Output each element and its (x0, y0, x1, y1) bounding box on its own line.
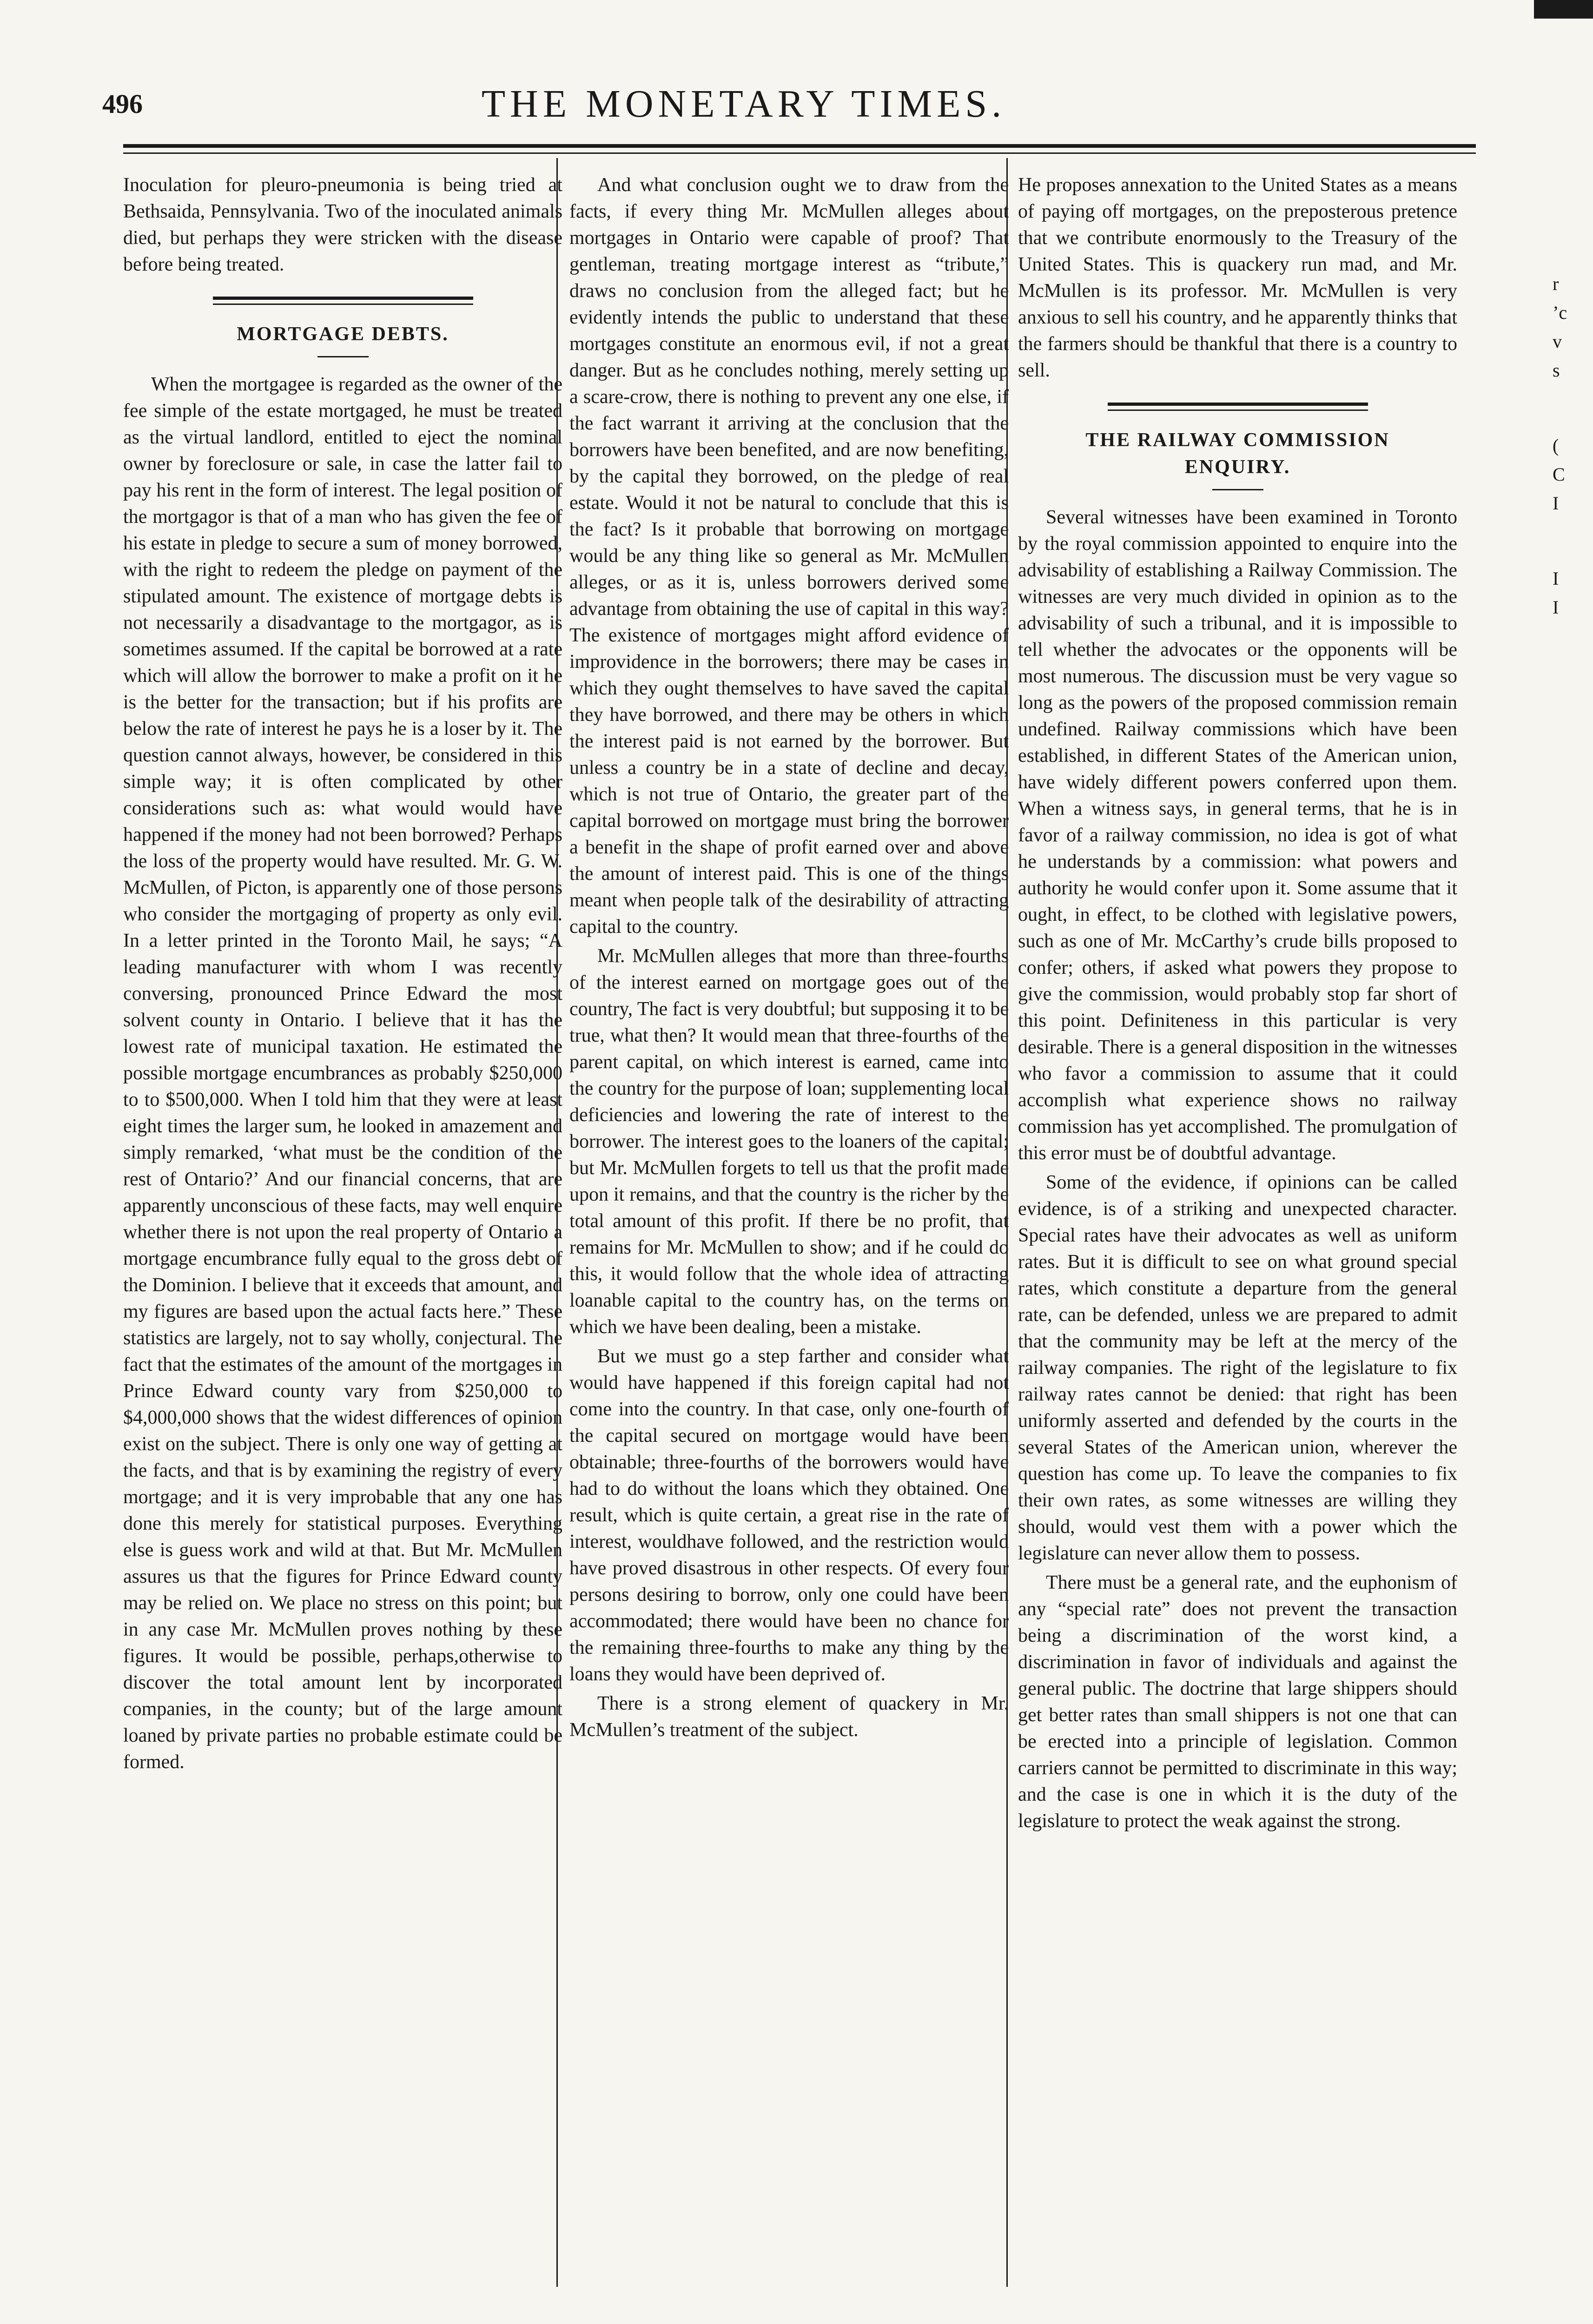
article-title-railway-commission (1018, 427, 1457, 481)
page-number: 496 (102, 89, 143, 119)
header-rule-thin (123, 152, 1476, 154)
title-underline (317, 356, 369, 357)
article-paragraph: Some of the evidence, if opinions can be called evidence, is of a striking and unexpected character. Special rates have their advocates as well as uniform rates. But it is difficult to see on what ground special rates, which constitute a departure from the general rate, can be defended, unless we are prepared to admit that the community may be left at the mercy of the railway companies. The right of the legislature to fix railway rates cannot be denied: that right has been uniformly asserted and defended by the courts in the several States of the American union, wherever the question has come up. To leave the companies to fix their own rates, as some witnesses are willing they should, would vest them with a power which the legislature can never allow them to possess. (1018, 1172, 1457, 1564)
column-3 (1018, 172, 1457, 2291)
margin-fragment: I (1553, 597, 1559, 618)
margin-fragment: I (1553, 493, 1559, 514)
margin-fragment: ( (1553, 435, 1559, 456)
section-separator (213, 297, 473, 305)
column-2 (569, 172, 1009, 2291)
article-title-line: ENQUIRY. (1184, 456, 1291, 478)
article-title-line: THE RAILWAY COMMISSION (1085, 429, 1390, 451)
article-paragraph: There must be a general rate, and the euphonism of any “special rate” does not prevent the transaction being a discrimination of the worst kind, a discrimination in favor of individuals and against the general public. The doctrine that large shippers should get better rates than small shippers is not one that can be erected into a principle of legislation. Common carriers cannot be permitted to discriminate in this way; and the case is one in which it is the duty of the legislature to protect the weak against the strong. (1018, 1572, 1457, 1832)
margin-fragment: r (1553, 273, 1559, 294)
inoculation-paragraph: Inoculation for pleuro-pneumonia is being tried at Bethsaida, Pennsylvania. Two of the inoculated animals died, but perhaps they were stricken with the disease before being treated. (123, 174, 562, 275)
publication-title: THE MONETARY TIMES. (481, 82, 1006, 125)
article-paragraph: Mr. McMullen alleges that more than three-fourths of the interest earned on mortgage goes out of the country, The fact is very doubtful; but supposing it to be true, what then? It would mean that three-fourths of the parent capital, on which interest is earned, came into the country for the purpose of loan; supplementing local deficiencies and lowering the rate of interest to the borrower. The interest goes to the loaners of the capital; but Mr. McMullen forgets to tell us that the profit made upon it remains, and that the country is the richer by the total amount of this profit. If there be no profit, that remains for Mr. McMullen to show; and if he could do this, it would follow that the whole idea of attracting loanable capital to the country has, on the terms on which we have been dealing, been a mistake. (569, 945, 1009, 1338)
article-title-mortgage-debts: MORTGAGE DEBTS. (237, 324, 449, 345)
article-paragraph: And what conclusion ought we to draw from the facts, if every thing Mr. McMullen alleges about mortgages in Ontario were capable of proof? That gentleman, treating mortgage interest as “tribute,” draws no conclusion from the alleged fact; but he evidently intends the public to understand that these mortgages constitute an enormous evil, if not a great danger. But as he concludes nothing, merely setting up a scare-crow, there is nothing to prevent any one else, if the fact warrant it arriving at the conclusion that the borrowers have been benefited, and are now benefiting, by the capital they borrowed, on the pledge of real estate. Would it not be natural to conclude that this is the fact? Is it probable that borrowing on mortgage would be any thing like so general as Mr. McMullen alleges, or as it is, unless borrowers derived some advantage from obtaining the use of capital in this way? The existence of mortgages might afford evidence of improvidence in the borrowers; there may be cases in which they ought themselves to have saved the capital they have borrowed, and there may be others in which the interest paid is not earned by the borrower. But unless a country be in a state of decline and decay, which is not true of Ontario, the greater part of the capital borrowed on mortgage must bring the borrower a benefit in the shape of profit earned over and above the amount of interest paid. This is one of the things meant when people talk of the desirability of attracting capital to the country. (569, 174, 1009, 938)
margin-fragment: v (1553, 331, 1562, 352)
title-underline (1212, 489, 1263, 490)
continuation-paragraph: He proposes annexation to the United States as a means of paying off mortgages, on the preposterous pretence that we contribute enormously to the Treasury of the United States. This is quackery run mad, and Mr. McMullen is its professor. Mr. McMullen is very anxious to sell his country, and he apparently thinks that the farmers should be thankful that there is a country to sell. (1018, 174, 1457, 381)
article-paragraph: There is a strong element of quackery in Mr. McMullen’s treatment of the subject. (569, 1693, 1009, 1741)
article-paragraph: Several witnesses have been examined in Toronto by the royal commission appointed to enquire into the advisability of establishing a Railway Commission. The witnesses are very much divided in opinion as to the advisability of such a tribunal, and it is impossible to tell whether the advocates or the opponents will be most numerous. The discussion must be very vague so long as the powers of the proposed commission remain undefined. Railway commissions which have been established, in different States of the American union, have widely different powers conferred upon them. When a witness says, in general terms, that he is in favor of a railway commission, no idea is got of what he understands by a commission: what powers and authority he would confer upon it. Some assume that it ought, in effect, to be clothed with legislative powers, such as one of Mr. McCarthy’s crude bills proposed to confer; others, if asked what powers they propose to give the commission, would probably stop far short of this point. Definiteness in this particular is very desirable. There is a general disposition in the witnesses who favor a commission to assume that it could accomplish what experience shows no railway commission has yet accomplished. The promulgation of this error must be of doubtful advantage. (1018, 507, 1457, 1164)
margin-fragment: ’c (1553, 302, 1567, 323)
article-paragraph: But we must go a step farther and consider what would have happened if this foreign capital had not come into the country. In that case, only one-fourth of the capital secured on mortgage would have been obtainable; three-fourths of the borrowers would have had to do without the loans which they obtained. One result, which is quite certain, a great rise in the rate of interest, wouldhave followed, and the restriction would have proved disastrous in other respects. Of every four persons desiring to borrow, only one could have been accommodated; there would have been no chance for the remaining three-fourths to make any thing by the loans they would have been deprived of. (569, 1346, 1009, 1685)
article-paragraph: When the mortgagee is regarded as the owner of the fee simple of the estate mortgaged, he must be treated as the virtual landlord, entitled to eject the nominal owner by foreclosure or sale, in case the latter fail to pay his rent in the form of interest. The legal position of the mortgagor is that of a man who has given the fee of his estate in pledge to secure a sum of money borrowed, with the right to redeem the pledge on payment of the stipulated amount. The existence of mortgage debts is not necessarily a disadvantage to the mortgagor, as is sometimes assumed. If the capital be borrowed at a rate which will allow the borrower to make a profit on it he is the better for the transaction; but if his profits are below the rate of interest he pays he is a loser by it. The question cannot always, however, be considered in this simple way; it is often complicated by other considerations such as: what would would have happened if the money had not been borrowed? Perhaps the loss of the property would have resulted. Mr. G. W. McMullen, of Picton, is apparently one of those persons who consider the mortgaging of property as only evil. In a letter printed in the Toronto Mail, he says; “A leading manufacturer with whom I was recently conversing, pronounced Prince Edward the most solvent county in Ontario. I believe that it has the lowest rate of municipal taxation. He estimated the possible mortgage encumbrances as probably $250,000 to to $500,000. When I told him that they were at least eight times the larger sum, he looked in amazement and simply remarked, ‘what must be the condition of the rest of Ontario?’ And our financial concerns, that are apparently unconscious of these facts, may well enquire whether there is not upon the real property of Ontario a mortgage encumbrance fully equal to the gross debt of the Dominion. I believe that it exceeds that amount, and my figures are based upon the actual facts here.” These statistics are largely, not to say wholly, conjectural. The fact that the estimates of the amount of the mortgages in Prince Edward county vary from $250,000 to $4,000,000 shows that the widest differences of opinion exist on the subject. There is only one way of getting at the facts, and that is by examining the registry of every mortgage; and it is very improbable that any one has done this merely for statistical purposes. Everything else is guess work and wild at that. But Mr. McMullen assures us that the figures for Prince Edward county may be relied on. We place no stress on this point; but in any case Mr. McMullen proves nothing by these figures. It would be possible, perhaps,otherwise to discover the total amount lent by incorporated companies, in the county; but of the large amount loaned by private parties no probable estimate could be formed. (123, 374, 562, 1773)
margin-fragment: I (1553, 568, 1559, 589)
section-separator (1108, 403, 1368, 411)
margin-fragment: s (1553, 360, 1560, 381)
scan-edge (0, 0, 1593, 19)
adjacent-page-fragments (1553, 270, 1580, 622)
column-1 (123, 172, 562, 2291)
header-rule-thick (123, 144, 1476, 148)
margin-fragment: C (1553, 464, 1565, 485)
